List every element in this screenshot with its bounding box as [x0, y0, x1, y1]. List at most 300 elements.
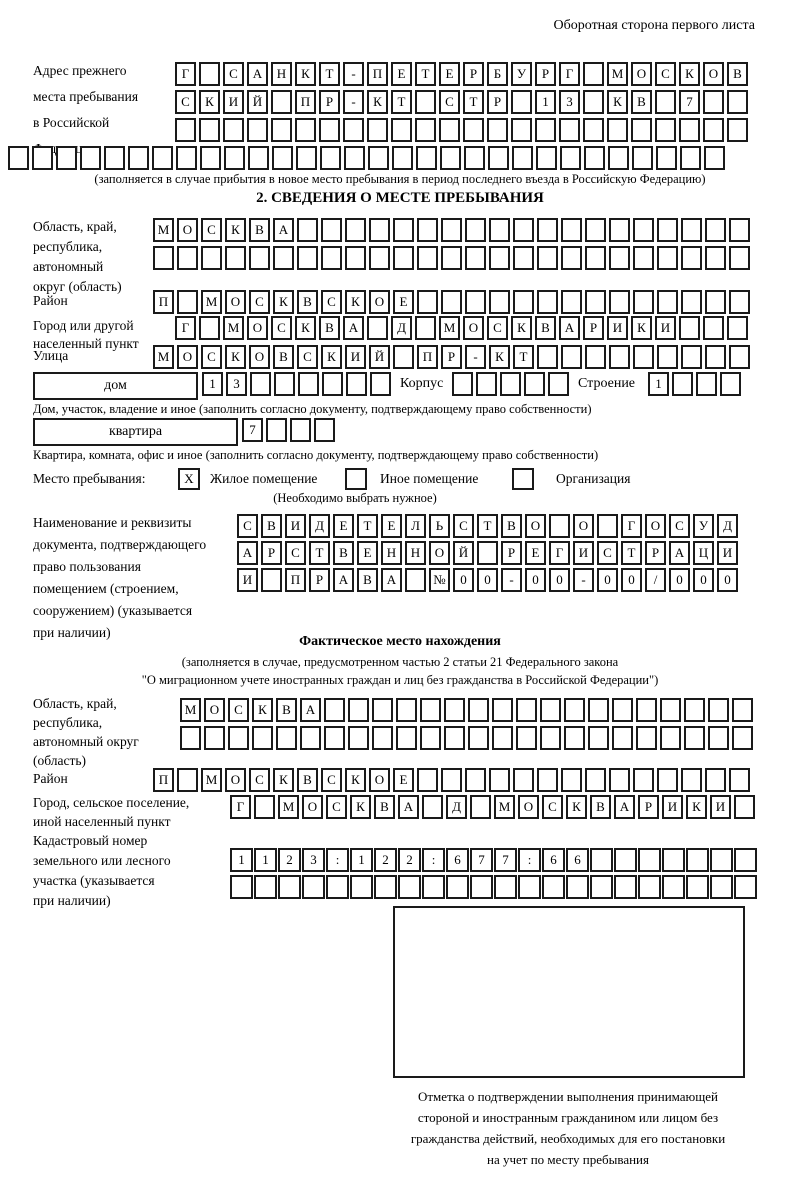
char-cell: К: [686, 795, 707, 819]
char-cell: [636, 726, 657, 750]
char-cell: С: [487, 316, 508, 340]
char-cell: М: [153, 218, 174, 242]
char-cell: [608, 146, 629, 170]
text-line: участка (указывается: [33, 873, 155, 888]
char-cell: 3: [559, 90, 580, 114]
char-cell: [199, 62, 220, 86]
char-cell: [559, 118, 580, 142]
char-cell: [80, 146, 101, 170]
char-cell: [204, 726, 225, 750]
stay-type-hint: (Необходимо выбрать нужное): [273, 491, 437, 505]
char-cell: [201, 246, 222, 270]
char-cell: [372, 698, 393, 722]
char-cell: [729, 345, 750, 369]
char-cell: [729, 218, 750, 242]
char-cell: Л: [405, 514, 426, 538]
char-cell: [224, 146, 245, 170]
char-cell: [614, 875, 637, 899]
char-cell: А: [343, 316, 364, 340]
char-cell: С: [223, 62, 244, 86]
char-cell: Р: [441, 345, 462, 369]
char-cell: [296, 146, 317, 170]
char-cell: [489, 246, 510, 270]
text-line: Наименование и реквизиты: [33, 515, 192, 530]
char-cell: В: [273, 345, 294, 369]
char-cell: [346, 372, 367, 396]
char-cell: [345, 246, 366, 270]
text-line: документа, подтверждающего: [33, 537, 207, 552]
char-cell: [540, 698, 561, 722]
char-cell: 0: [477, 568, 498, 592]
char-cell: [452, 372, 473, 396]
char-cell: 1: [254, 848, 277, 872]
char-cell: К: [511, 316, 532, 340]
char-cell: И: [662, 795, 683, 819]
char-cell: [537, 246, 558, 270]
char-cell: [638, 875, 661, 899]
char-cell: В: [319, 316, 340, 340]
char-cell: К: [489, 345, 510, 369]
char-cell: [343, 118, 364, 142]
actual-district-label: Район: [33, 771, 68, 786]
char-cell: Ь: [429, 514, 450, 538]
char-cell: -: [343, 90, 364, 114]
char-cell: Д: [446, 795, 467, 819]
char-cell: [684, 726, 705, 750]
char-cell: В: [631, 90, 652, 114]
char-cell: [708, 698, 729, 722]
stay-type-option-residential: Жилое помещение: [210, 471, 318, 486]
char-cell: [732, 698, 753, 722]
stay-type-label: Место пребывания:: [33, 471, 146, 486]
char-cell: [348, 726, 369, 750]
char-cell: [703, 316, 724, 340]
char-cell: [734, 875, 757, 899]
char-cell: [561, 218, 582, 242]
cadastral-label: [33, 831, 171, 911]
char-cell: К: [273, 290, 294, 314]
document-row-1: [237, 514, 741, 538]
char-cell: Й: [247, 90, 268, 114]
char-cell: В: [501, 514, 522, 538]
char-cell: С: [321, 290, 342, 314]
stay-type-checkbox-residential[interactable]: X: [178, 468, 200, 490]
char-cell: [252, 726, 273, 750]
char-cell: 7: [470, 848, 493, 872]
stay-type-checkbox-other[interactable]: [345, 468, 367, 490]
char-cell: [679, 118, 700, 142]
char-cell: [631, 118, 652, 142]
char-cell: [465, 768, 486, 792]
char-cell: [705, 768, 726, 792]
char-cell: И: [717, 541, 738, 565]
char-cell: [656, 146, 677, 170]
stay-type-checkbox-organization[interactable]: [512, 468, 534, 490]
char-cell: О: [518, 795, 539, 819]
char-cell: [585, 218, 606, 242]
char-cell: -: [501, 568, 522, 592]
char-cell: [266, 418, 287, 442]
char-cell: [660, 698, 681, 722]
char-cell: [681, 246, 702, 270]
char-cell: [536, 146, 557, 170]
stamp-box: [393, 906, 745, 1078]
korpus-label: Корпус: [400, 376, 444, 391]
char-cell: [703, 118, 724, 142]
char-cell: И: [223, 90, 244, 114]
char-cell: [535, 118, 556, 142]
char-cell: Е: [357, 541, 378, 565]
char-cell: Д: [717, 514, 738, 538]
actual-region-row-1: [180, 698, 756, 722]
text-line: населенный пункт: [33, 336, 139, 351]
char-cell: [298, 372, 319, 396]
char-cell: К: [345, 290, 366, 314]
apartment-note: Квартира, комната, офис и иное (заполнить согласно документу, подтверждающему право собственности): [33, 448, 599, 462]
char-cell: [686, 848, 709, 872]
char-cell: -: [465, 345, 486, 369]
char-cell: [655, 90, 676, 114]
char-cell: [734, 795, 755, 819]
char-cell: [417, 768, 438, 792]
text-line: при наличии): [33, 625, 111, 640]
char-cell: [199, 118, 220, 142]
char-cell: [513, 768, 534, 792]
char-cell: П: [367, 62, 388, 86]
char-cell: [297, 218, 318, 242]
char-cell: [345, 218, 366, 242]
char-cell: К: [566, 795, 587, 819]
char-cell: [710, 848, 733, 872]
char-cell: 0: [669, 568, 690, 592]
char-cell: [681, 768, 702, 792]
text-line: стороной и иностранным гражданином или лицом без: [417, 1110, 719, 1125]
char-cell: [494, 875, 517, 899]
char-cell: О: [225, 768, 246, 792]
char-cell: П: [285, 568, 306, 592]
char-cell: :: [518, 848, 541, 872]
char-cell: П: [417, 345, 438, 369]
actual-location-note-1: (заполняется в случае, предусмотренном частью 2 статьи 21 Федерального закона: [181, 655, 619, 669]
char-cell: [297, 246, 318, 270]
char-cell: В: [535, 316, 556, 340]
char-cell: [470, 795, 491, 819]
char-cell: С: [285, 541, 306, 565]
char-cell: [657, 218, 678, 242]
char-cell: [225, 246, 246, 270]
char-cell: О: [302, 795, 323, 819]
char-cell: С: [669, 514, 690, 538]
char-cell: [585, 246, 606, 270]
char-cell: [609, 345, 630, 369]
char-cell: [177, 768, 198, 792]
char-cell: [177, 246, 198, 270]
char-cell: С: [237, 514, 258, 538]
char-cell: [314, 418, 335, 442]
char-cell: [348, 698, 369, 722]
char-cell: [422, 875, 445, 899]
char-cell: [489, 768, 510, 792]
page-header: Оборотная сторона первого листа: [553, 18, 755, 33]
korpus-row: [452, 372, 572, 396]
char-cell: А: [559, 316, 580, 340]
char-cell: [686, 875, 709, 899]
char-cell: А: [381, 568, 402, 592]
char-cell: С: [228, 698, 249, 722]
char-cell: [636, 698, 657, 722]
char-cell: С: [655, 62, 676, 86]
char-cell: [230, 875, 253, 899]
char-cell: [417, 218, 438, 242]
char-cell: [322, 372, 343, 396]
char-cell: О: [525, 514, 546, 538]
char-cell: 0: [597, 568, 618, 592]
char-cell: [705, 246, 726, 270]
char-cell: Р: [645, 541, 666, 565]
char-cell: [632, 146, 653, 170]
char-cell: И: [607, 316, 628, 340]
char-cell: А: [398, 795, 419, 819]
char-cell: [249, 246, 270, 270]
house-word-box: дом: [33, 372, 198, 400]
char-cell: 3: [226, 372, 247, 396]
char-cell: [729, 768, 750, 792]
char-cell: Ц: [693, 541, 714, 565]
char-cell: Г: [559, 62, 580, 86]
text-line: Город или другой: [33, 318, 134, 333]
char-cell: [516, 698, 537, 722]
char-cell: [564, 698, 585, 722]
char-cell: О: [631, 62, 652, 86]
char-cell: К: [252, 698, 273, 722]
char-cell: [633, 246, 654, 270]
char-cell: [254, 795, 275, 819]
char-cell: [524, 372, 545, 396]
text-line: в Российской: [33, 115, 110, 130]
char-cell: В: [297, 768, 318, 792]
text-line: помещением (строением,: [33, 581, 179, 596]
prev-address-note: (заполняется в случае прибытия в новое место пребывания в период последнего въезда в Российскую Федерацию): [94, 172, 706, 186]
char-cell: [590, 875, 613, 899]
char-cell: [272, 146, 293, 170]
char-cell: /: [645, 568, 666, 592]
char-cell: С: [297, 345, 318, 369]
char-cell: [250, 372, 271, 396]
char-cell: М: [180, 698, 201, 722]
char-cell: А: [273, 218, 294, 242]
char-cell: [180, 726, 201, 750]
char-cell: [489, 290, 510, 314]
char-cell: -: [573, 568, 594, 592]
char-cell: Р: [309, 568, 330, 592]
text-line: автономный округ: [33, 734, 139, 749]
char-cell: №: [429, 568, 450, 592]
char-cell: 0: [549, 568, 570, 592]
text-line: Область, край,: [33, 219, 117, 234]
prev-address-row-1: [175, 62, 751, 86]
text-line: Область, край,: [33, 696, 117, 711]
char-cell: [350, 875, 373, 899]
apartment-number-row: [242, 418, 338, 442]
char-cell: [583, 62, 604, 86]
char-cell: [415, 90, 436, 114]
char-cell: О: [645, 514, 666, 538]
stroenie-row: [648, 372, 744, 396]
stamp-caption: [378, 1086, 758, 1170]
char-cell: [152, 146, 173, 170]
char-cell: К: [225, 218, 246, 242]
char-cell: О: [249, 345, 270, 369]
text-line: Кадастровый номер: [33, 833, 148, 848]
char-cell: О: [573, 514, 594, 538]
char-cell: С: [326, 795, 347, 819]
char-cell: [710, 875, 733, 899]
char-cell: К: [199, 90, 220, 114]
char-cell: [468, 698, 489, 722]
char-cell: [537, 768, 558, 792]
char-cell: Т: [477, 514, 498, 538]
char-cell: [657, 290, 678, 314]
actual-city-row: [230, 795, 758, 819]
char-cell: К: [631, 316, 652, 340]
char-cell: 6: [446, 848, 469, 872]
actual-region-label: [33, 694, 139, 770]
char-cell: [276, 726, 297, 750]
region-label: [33, 217, 122, 297]
char-cell: [512, 146, 533, 170]
char-cell: [200, 146, 221, 170]
char-cell: М: [278, 795, 299, 819]
char-cell: [609, 768, 630, 792]
char-cell: [396, 698, 417, 722]
char-cell: [588, 698, 609, 722]
char-cell: [175, 118, 196, 142]
char-cell: А: [333, 568, 354, 592]
street-row: [153, 345, 753, 369]
char-cell: [344, 146, 365, 170]
char-cell: Е: [333, 514, 354, 538]
char-cell: К: [679, 62, 700, 86]
char-cell: Г: [175, 316, 196, 340]
char-cell: [585, 345, 606, 369]
char-cell: Р: [638, 795, 659, 819]
char-cell: [607, 118, 628, 142]
char-cell: [734, 848, 757, 872]
char-cell: Е: [525, 541, 546, 565]
char-cell: [477, 541, 498, 565]
char-cell: Е: [393, 290, 414, 314]
char-cell: [518, 875, 541, 899]
char-cell: [492, 726, 513, 750]
char-cell: И: [285, 514, 306, 538]
char-cell: [492, 698, 513, 722]
char-cell: [391, 118, 412, 142]
char-cell: Е: [381, 514, 402, 538]
char-cell: Д: [309, 514, 330, 538]
char-cell: К: [607, 90, 628, 114]
char-cell: [420, 726, 441, 750]
char-cell: [321, 218, 342, 242]
char-cell: [223, 118, 244, 142]
house-note: Дом, участок, владение и иное (заполнить согласно документу, подтверждающему право собственности): [33, 402, 592, 416]
char-cell: [662, 875, 685, 899]
char-cell: С: [321, 768, 342, 792]
char-cell: [662, 848, 685, 872]
char-cell: [704, 146, 725, 170]
char-cell: [128, 146, 149, 170]
char-cell: Г: [175, 62, 196, 86]
char-cell: 0: [693, 568, 714, 592]
char-cell: 7: [494, 848, 517, 872]
char-cell: [681, 290, 702, 314]
char-cell: [417, 290, 438, 314]
text-line: земельного или лесного: [33, 853, 171, 868]
char-cell: Е: [391, 62, 412, 86]
char-cell: И: [655, 316, 676, 340]
char-cell: [254, 875, 277, 899]
char-cell: [657, 768, 678, 792]
char-cell: О: [369, 290, 390, 314]
char-cell: [441, 768, 462, 792]
text-line: автономный: [33, 259, 104, 274]
char-cell: Б: [487, 62, 508, 86]
char-cell: М: [439, 316, 460, 340]
char-cell: К: [273, 768, 294, 792]
char-cell: [415, 118, 436, 142]
char-cell: [513, 218, 534, 242]
char-cell: [585, 768, 606, 792]
section2-title: 2. СВЕДЕНИЯ О МЕСТЕ ПРЕБЫВАНИЯ: [256, 190, 544, 206]
char-cell: И: [573, 541, 594, 565]
char-cell: О: [429, 541, 450, 565]
char-cell: [511, 118, 532, 142]
char-cell: С: [597, 541, 618, 565]
char-cell: [416, 146, 437, 170]
char-cell: О: [463, 316, 484, 340]
char-cell: П: [153, 768, 174, 792]
char-cell: П: [153, 290, 174, 314]
char-cell: [319, 118, 340, 142]
char-cell: В: [374, 795, 395, 819]
char-cell: В: [590, 795, 611, 819]
char-cell: 2: [374, 848, 397, 872]
char-cell: К: [345, 768, 366, 792]
char-cell: 3: [302, 848, 325, 872]
text-line: на учет по месту пребывания: [487, 1152, 649, 1167]
char-cell: [583, 90, 604, 114]
char-cell: 1: [230, 848, 253, 872]
char-cell: [560, 146, 581, 170]
char-cell: М: [223, 316, 244, 340]
char-cell: [441, 218, 462, 242]
char-cell: И: [237, 568, 258, 592]
char-cell: [727, 118, 748, 142]
char-cell: У: [511, 62, 532, 86]
char-cell: 0: [453, 568, 474, 592]
char-cell: [537, 345, 558, 369]
char-cell: [465, 290, 486, 314]
char-cell: [444, 698, 465, 722]
char-cell: [248, 146, 269, 170]
char-cell: [660, 726, 681, 750]
char-cell: [657, 246, 678, 270]
char-cell: Т: [621, 541, 642, 565]
char-cell: [609, 218, 630, 242]
char-cell: М: [607, 62, 628, 86]
prev-address-row-2: [175, 90, 751, 114]
char-cell: Д: [391, 316, 412, 340]
char-cell: Е: [393, 768, 414, 792]
